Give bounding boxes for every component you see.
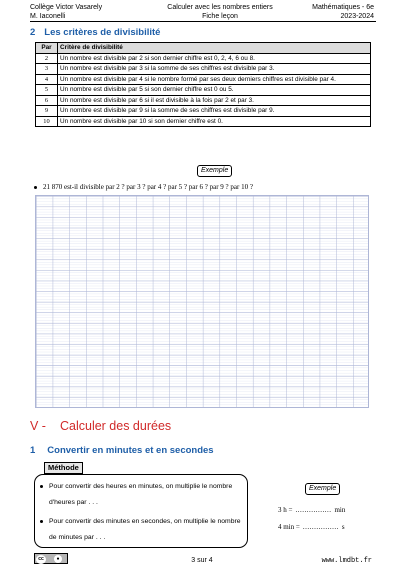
bullet-icon xyxy=(34,186,37,189)
column-header-par: Par xyxy=(36,43,58,54)
header-left xyxy=(30,3,102,21)
column-header-criterion: Critère de divisibilité xyxy=(58,43,371,54)
example-label: Exemple xyxy=(197,165,232,177)
document-title: Calculer avec les nombres entiers xyxy=(167,4,273,11)
bullet-icon xyxy=(40,485,43,488)
header-center xyxy=(150,3,290,21)
teacher-name: M. Iaconelli xyxy=(30,13,66,20)
section-number: 2 xyxy=(30,27,36,38)
chapter-heading xyxy=(30,419,171,433)
divisor-cell: 4 xyxy=(36,74,58,85)
criterion-cell: Un nombre est divisible par 6 si il est divisible à la fois par 2 et par 3. xyxy=(58,95,371,106)
criterion-cell: Un nombre est divisible par 10 si son dernier chiffre est 0. xyxy=(58,116,371,127)
section-heading-divisibility xyxy=(30,27,160,38)
method-label: Méthode xyxy=(44,462,83,474)
example-label: Exemple xyxy=(305,483,340,495)
table-row xyxy=(36,85,371,96)
example-question-text: 21 870 est-il divisible par 2 ? par 3 ? par 4 ? par 5 ? par 6 ? par 9 ? par 10 ? xyxy=(43,183,253,191)
conversion-left: 4 min = xyxy=(278,523,300,531)
conversion-unit: min xyxy=(334,506,346,514)
table-row xyxy=(36,116,371,127)
method-item-text: Pour convertir des heures en minutes, on multiplie le nombre d'heures par . . . xyxy=(49,483,233,506)
school-name: Collège Victor Vasarely xyxy=(30,4,103,11)
method-item xyxy=(49,514,243,546)
section-number: 1 xyxy=(30,445,36,456)
squared-writing-grid xyxy=(35,195,369,408)
header-divider xyxy=(30,21,376,22)
method-box xyxy=(34,474,248,548)
conversion-minutes-seconds xyxy=(278,523,345,531)
divisor-cell: 9 xyxy=(36,106,58,117)
table-row xyxy=(36,64,371,75)
divisor-cell: 10 xyxy=(36,116,58,127)
section-title: Convertir en minutes et en secondes xyxy=(47,445,214,456)
section-title: Les critères de divisibilité xyxy=(44,27,161,38)
divisibility-table xyxy=(35,42,371,127)
divisor-cell: 6 xyxy=(36,95,58,106)
divisor-cell: 3 xyxy=(36,64,58,75)
website-url: www.lmdbt.fr xyxy=(321,557,372,565)
divisor-cell: 5 xyxy=(36,85,58,96)
by-person-icon: ● xyxy=(54,555,62,563)
criterion-cell: Un nombre est divisible par 2 si son dernier chiffre est 0, 2, 4, 6 ou 8. xyxy=(58,53,371,64)
criterion-cell: Un nombre est divisible par 3 si la somme de ses chiffres est divisible par 3. xyxy=(58,64,371,75)
table-row xyxy=(36,106,371,117)
criterion-cell: Un nombre est divisible par 4 si le nombre formé par ses deux derniers chiffres est divisible par 4. xyxy=(58,74,371,85)
creative-commons-badge-icon xyxy=(34,553,68,564)
table-header-row xyxy=(36,43,371,54)
answer-blank: ................ xyxy=(302,523,339,531)
header-right xyxy=(312,3,374,21)
bullet-icon xyxy=(40,520,43,523)
example-question xyxy=(34,183,253,191)
conversion-hours-minutes xyxy=(278,506,345,514)
table-row xyxy=(36,53,371,64)
chapter-number: V - xyxy=(30,419,46,433)
criterion-cell: Un nombre est divisible par 5 si son dernier chiffre est 0 ou 5. xyxy=(58,85,371,96)
cc-logo-icon: cc xyxy=(36,555,46,564)
criterion-cell: Un nombre est divisible par 9 si la somme de ses chiffres est divisible par 9. xyxy=(58,106,371,117)
table-row xyxy=(36,74,371,85)
answer-blank: ................ xyxy=(295,506,332,514)
method-item xyxy=(49,479,243,511)
conversion-unit: s xyxy=(341,523,345,531)
conversion-left: 3 h = xyxy=(278,506,293,514)
chapter-title: Calculer des durées xyxy=(59,419,172,433)
method-item-text: Pour convertir des minutes en secondes, on multiplie le nombre de minutes par . . . xyxy=(49,518,241,541)
document-type: Fiche leçon xyxy=(202,13,238,20)
subject-level: Mathématiques - 6e xyxy=(312,4,374,11)
table-row xyxy=(36,95,371,106)
school-year: 2023-2024 xyxy=(340,13,374,20)
page-number: 3 sur 4 xyxy=(191,557,213,564)
section-heading-convert xyxy=(30,445,214,456)
divisor-cell: 2 xyxy=(36,53,58,64)
